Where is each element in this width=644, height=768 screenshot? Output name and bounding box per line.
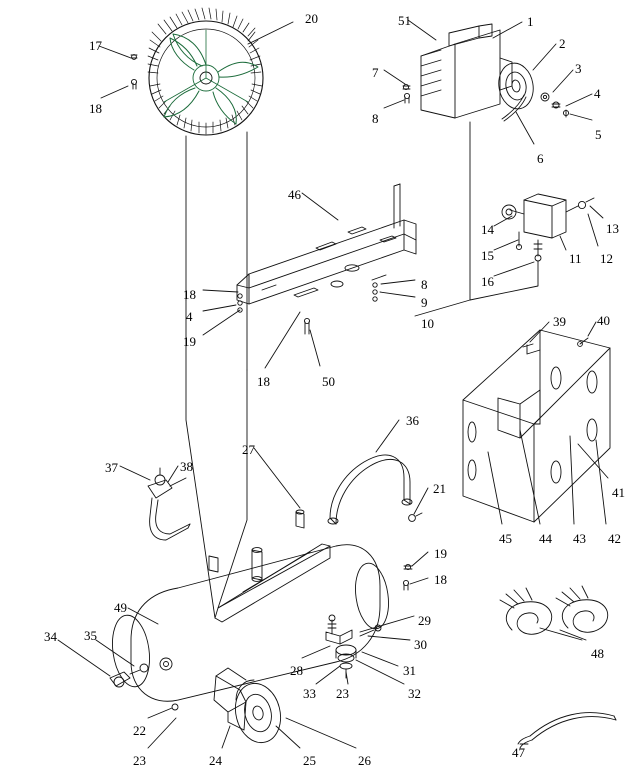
callout-32: 32 (408, 686, 421, 701)
callout-18-plate: 18 (183, 287, 196, 302)
callout-42: 42 (608, 531, 621, 546)
coiled-tubes (500, 586, 608, 634)
callout-48: 48 (591, 646, 604, 661)
callout-9: 9 (421, 295, 428, 310)
base-plate (237, 184, 416, 304)
callout-5: 5 (595, 127, 602, 142)
callout-4-plate: 4 (186, 309, 193, 324)
callout-2: 2 (559, 36, 566, 51)
callout-35: 35 (84, 628, 97, 643)
callout-29: 29 (418, 613, 431, 628)
callout-11: 11 (569, 251, 582, 266)
callout-14: 14 (481, 222, 494, 237)
hose (518, 713, 616, 748)
feet-hardware (110, 658, 172, 687)
callout-44: 44 (539, 531, 552, 546)
callout-19-tank: 19 (434, 546, 447, 561)
callout-18-tank: 18 (434, 572, 447, 587)
handle (296, 455, 412, 528)
callout-21: 21 (433, 481, 446, 496)
callout-15: 15 (481, 248, 494, 263)
callout-10: 10 (421, 316, 434, 331)
callout-20: 20 (305, 11, 318, 26)
callout-46: 46 (288, 187, 301, 202)
belt-guard (463, 330, 610, 522)
callout-24: 24 (209, 753, 222, 768)
callout-22: 22 (133, 723, 146, 738)
callout-16: 16 (481, 274, 494, 289)
motor-assembly (421, 24, 569, 121)
callout-19-plate: 19 (183, 334, 196, 349)
callout-38: 38 (180, 459, 193, 474)
callout-50: 50 (322, 374, 335, 389)
callout-28: 28 (290, 663, 303, 678)
callout-26: 26 (358, 753, 371, 768)
callout-51: 51 (398, 13, 411, 28)
callout-39: 39 (553, 314, 566, 329)
callout-1: 1 (527, 14, 534, 29)
callout-36: 36 (406, 413, 419, 428)
callout-47: 47 (512, 745, 525, 760)
callout-41: 41 (612, 485, 625, 500)
callout-12: 12 (600, 251, 613, 266)
callout-25: 25 (303, 753, 316, 768)
callout-45: 45 (499, 531, 512, 546)
fan-assembly (148, 8, 263, 135)
callout-18-bolt: 18 (257, 374, 270, 389)
callout-49: 49 (114, 600, 127, 615)
callout-34: 34 (44, 629, 57, 644)
callout-8-motor: 8 (372, 111, 379, 126)
callout-6: 6 (537, 151, 544, 166)
callout-30: 30 (414, 637, 427, 652)
callout-13: 13 (606, 221, 619, 236)
callout-8-plate: 8 (421, 277, 428, 292)
callout-23-valve: 23 (336, 686, 349, 701)
callout-43: 43 (573, 531, 586, 546)
callout-3: 3 (575, 61, 582, 76)
drain-valve (148, 468, 190, 540)
callout-40: 40 (597, 313, 610, 328)
callout-27: 27 (242, 442, 255, 457)
callout-31: 31 (403, 663, 416, 678)
callout-33: 33 (303, 686, 316, 701)
callout-18-fan: 18 (89, 101, 102, 116)
callout-37: 37 (105, 460, 118, 475)
wheel-and-leg (214, 668, 287, 747)
tank-assembly (108, 544, 392, 701)
callout-7: 7 (372, 65, 379, 80)
callout-4: 4 (594, 86, 601, 101)
callout-17: 17 (89, 38, 102, 53)
callout-23-left: 23 (133, 753, 146, 768)
